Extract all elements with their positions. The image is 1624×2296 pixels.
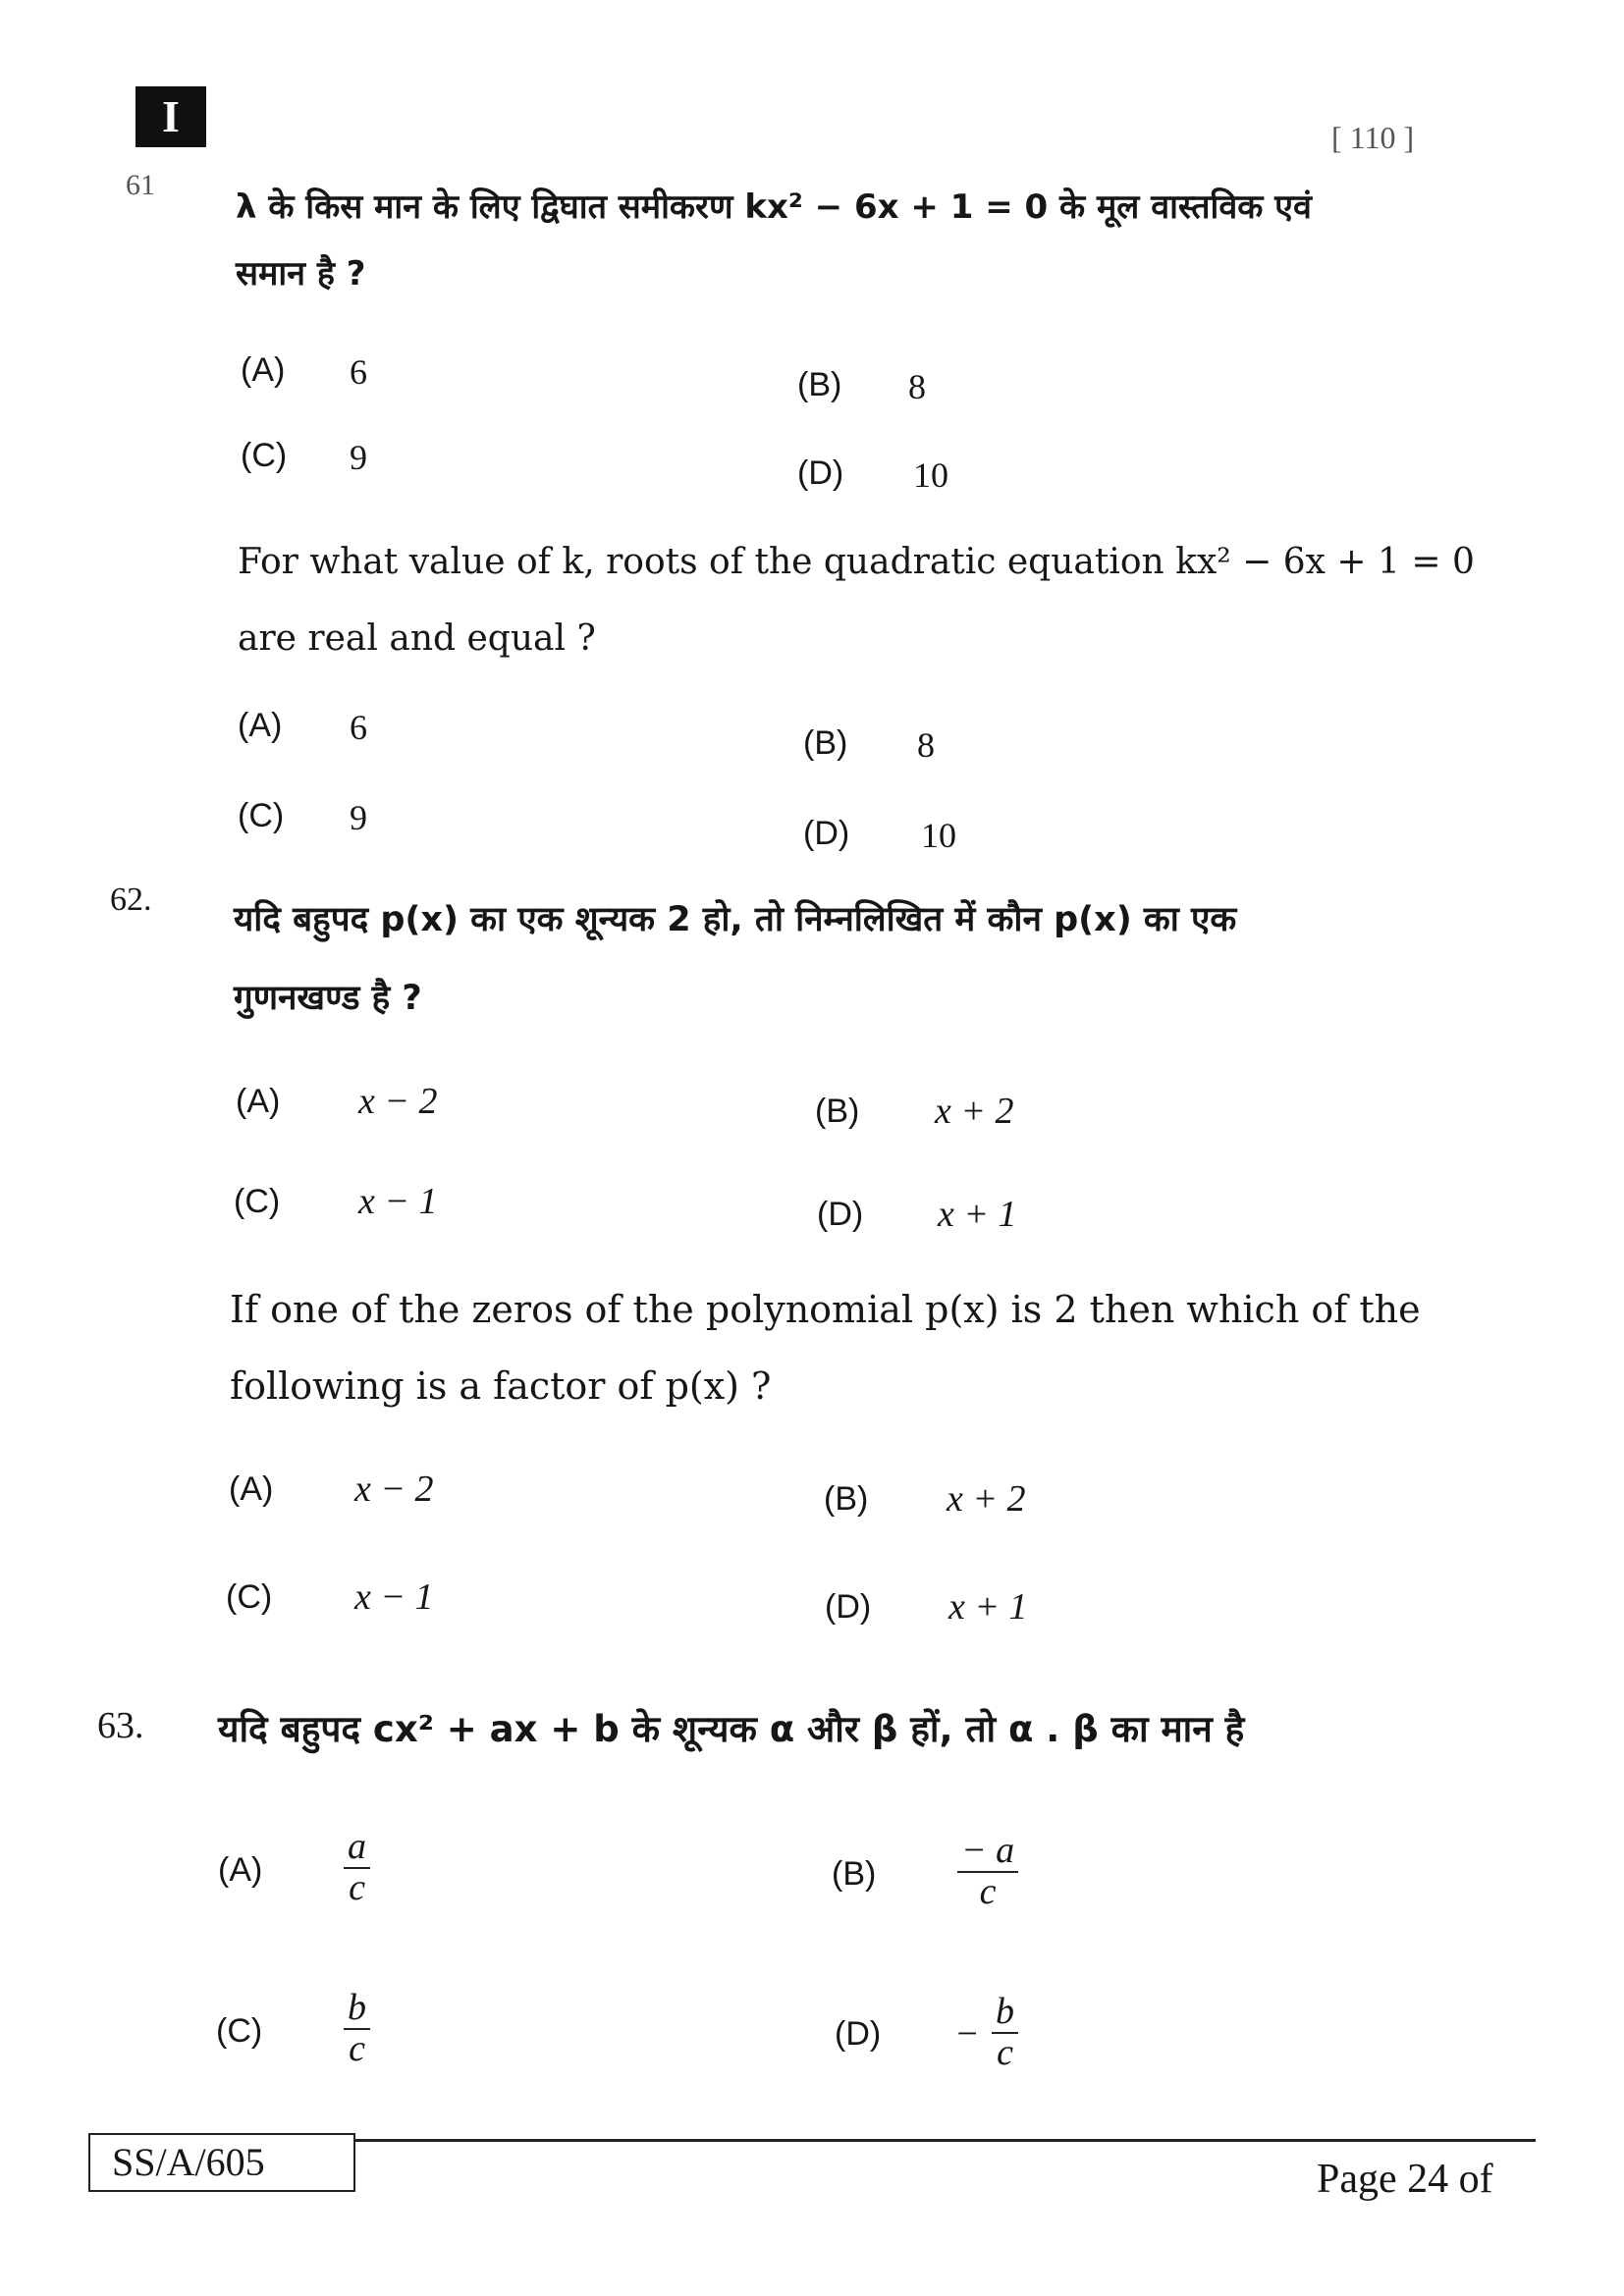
fraction-b-over-c bbox=[344, 1989, 370, 2069]
option-value: 9 bbox=[350, 798, 367, 837]
option-value: 10 bbox=[913, 455, 948, 495]
option-label: (C) bbox=[238, 797, 285, 834]
option-label: (B) bbox=[797, 366, 842, 403]
option-label: (A) bbox=[238, 707, 283, 744]
option-label: (C) bbox=[216, 2012, 263, 2050]
paper-code: SS/A/605 bbox=[88, 2133, 355, 2192]
option-label: (B) bbox=[815, 1093, 860, 1130]
page-number: Page 24 of bbox=[1317, 2157, 1493, 2202]
question-text-hindi: यदि बहुपद p(x) का एक शून्यक 2 हो, तो निम्नलिखित में कौन p(x) का एक bbox=[234, 900, 1237, 939]
option-value: x − 1 bbox=[354, 1576, 434, 1618]
option-value: 6 bbox=[350, 708, 367, 747]
page-code: [ 110 ] bbox=[1331, 120, 1415, 155]
question-number: 61 bbox=[126, 169, 155, 201]
option-label: (D) bbox=[825, 1588, 872, 1626]
question-text-hindi: गुणनखण्ड है ? bbox=[234, 979, 422, 1018]
option-label: (A) bbox=[218, 1851, 263, 1889]
option-value: 6 bbox=[350, 352, 367, 392]
question-text-english: For what value of k, roots of the quadratic equation kx² − 6x + 1 = 0 bbox=[238, 542, 1475, 582]
option-label: (D) bbox=[797, 454, 844, 492]
option-label: (B) bbox=[832, 1855, 877, 1893]
option-label: (C) bbox=[241, 437, 288, 474]
question-text-hindi: λ के किस मान के लिए द्विघात समीकरण kx² − 6x + 1 = 0 के मूल वास्तविक एवं bbox=[236, 187, 1312, 227]
question-text-english: If one of the zeros of the polynomial p(x) is 2 then which of the bbox=[230, 1288, 1421, 1331]
option-value: x + 2 bbox=[947, 1478, 1026, 1520]
option-value: 8 bbox=[917, 725, 935, 765]
numerator: a bbox=[344, 1828, 370, 1869]
option-label: (A) bbox=[229, 1470, 274, 1508]
option-value: x − 2 bbox=[354, 1468, 434, 1510]
option-label: (D) bbox=[835, 2015, 882, 2053]
option-label: (D) bbox=[803, 815, 850, 852]
option-value: 9 bbox=[350, 438, 367, 477]
question-text-hindi: यदि बहुपद cx² + ax + b के शून्यक α और β हों, तो α . β का मान है bbox=[218, 1708, 1245, 1750]
option-label: (C) bbox=[234, 1183, 281, 1220]
set-badge: I bbox=[135, 86, 206, 147]
option-value: 8 bbox=[908, 367, 926, 406]
denominator: c bbox=[997, 2031, 1013, 2073]
option-label: (B) bbox=[824, 1480, 869, 1518]
minus-sign: − bbox=[954, 2013, 980, 2055]
question-text-hindi: समान है ? bbox=[236, 254, 366, 294]
denominator: c bbox=[349, 2027, 365, 2069]
numerator: b bbox=[344, 1989, 370, 2030]
numerator: b bbox=[992, 1993, 1018, 2034]
denominator: c bbox=[349, 1866, 365, 1908]
option-value: 10 bbox=[921, 816, 956, 855]
numerator: − a bbox=[957, 1832, 1018, 1873]
question-number: 63. bbox=[97, 1705, 144, 1746]
option-label: (D) bbox=[817, 1196, 864, 1233]
fraction-a-over-c bbox=[344, 1828, 370, 1908]
question-number: 62. bbox=[110, 881, 152, 918]
option-label: (A) bbox=[236, 1083, 281, 1120]
question-text-english: are real and equal ? bbox=[238, 618, 596, 659]
option-label: (C) bbox=[226, 1578, 273, 1616]
option-value: x + 2 bbox=[935, 1091, 1014, 1132]
denominator: c bbox=[979, 1870, 997, 1912]
option-value: x − 2 bbox=[358, 1081, 438, 1122]
fraction-minus-a-over-c bbox=[957, 1832, 1018, 1912]
option-label: (A) bbox=[241, 351, 286, 389]
option-value: x + 1 bbox=[948, 1586, 1028, 1628]
option-value: x + 1 bbox=[938, 1194, 1017, 1235]
question-text-english: following is a factor of p(x) ? bbox=[230, 1364, 772, 1408]
option-label: (B) bbox=[803, 724, 848, 762]
fraction-b-over-c bbox=[992, 1993, 1018, 2073]
option-value: x − 1 bbox=[358, 1181, 438, 1222]
